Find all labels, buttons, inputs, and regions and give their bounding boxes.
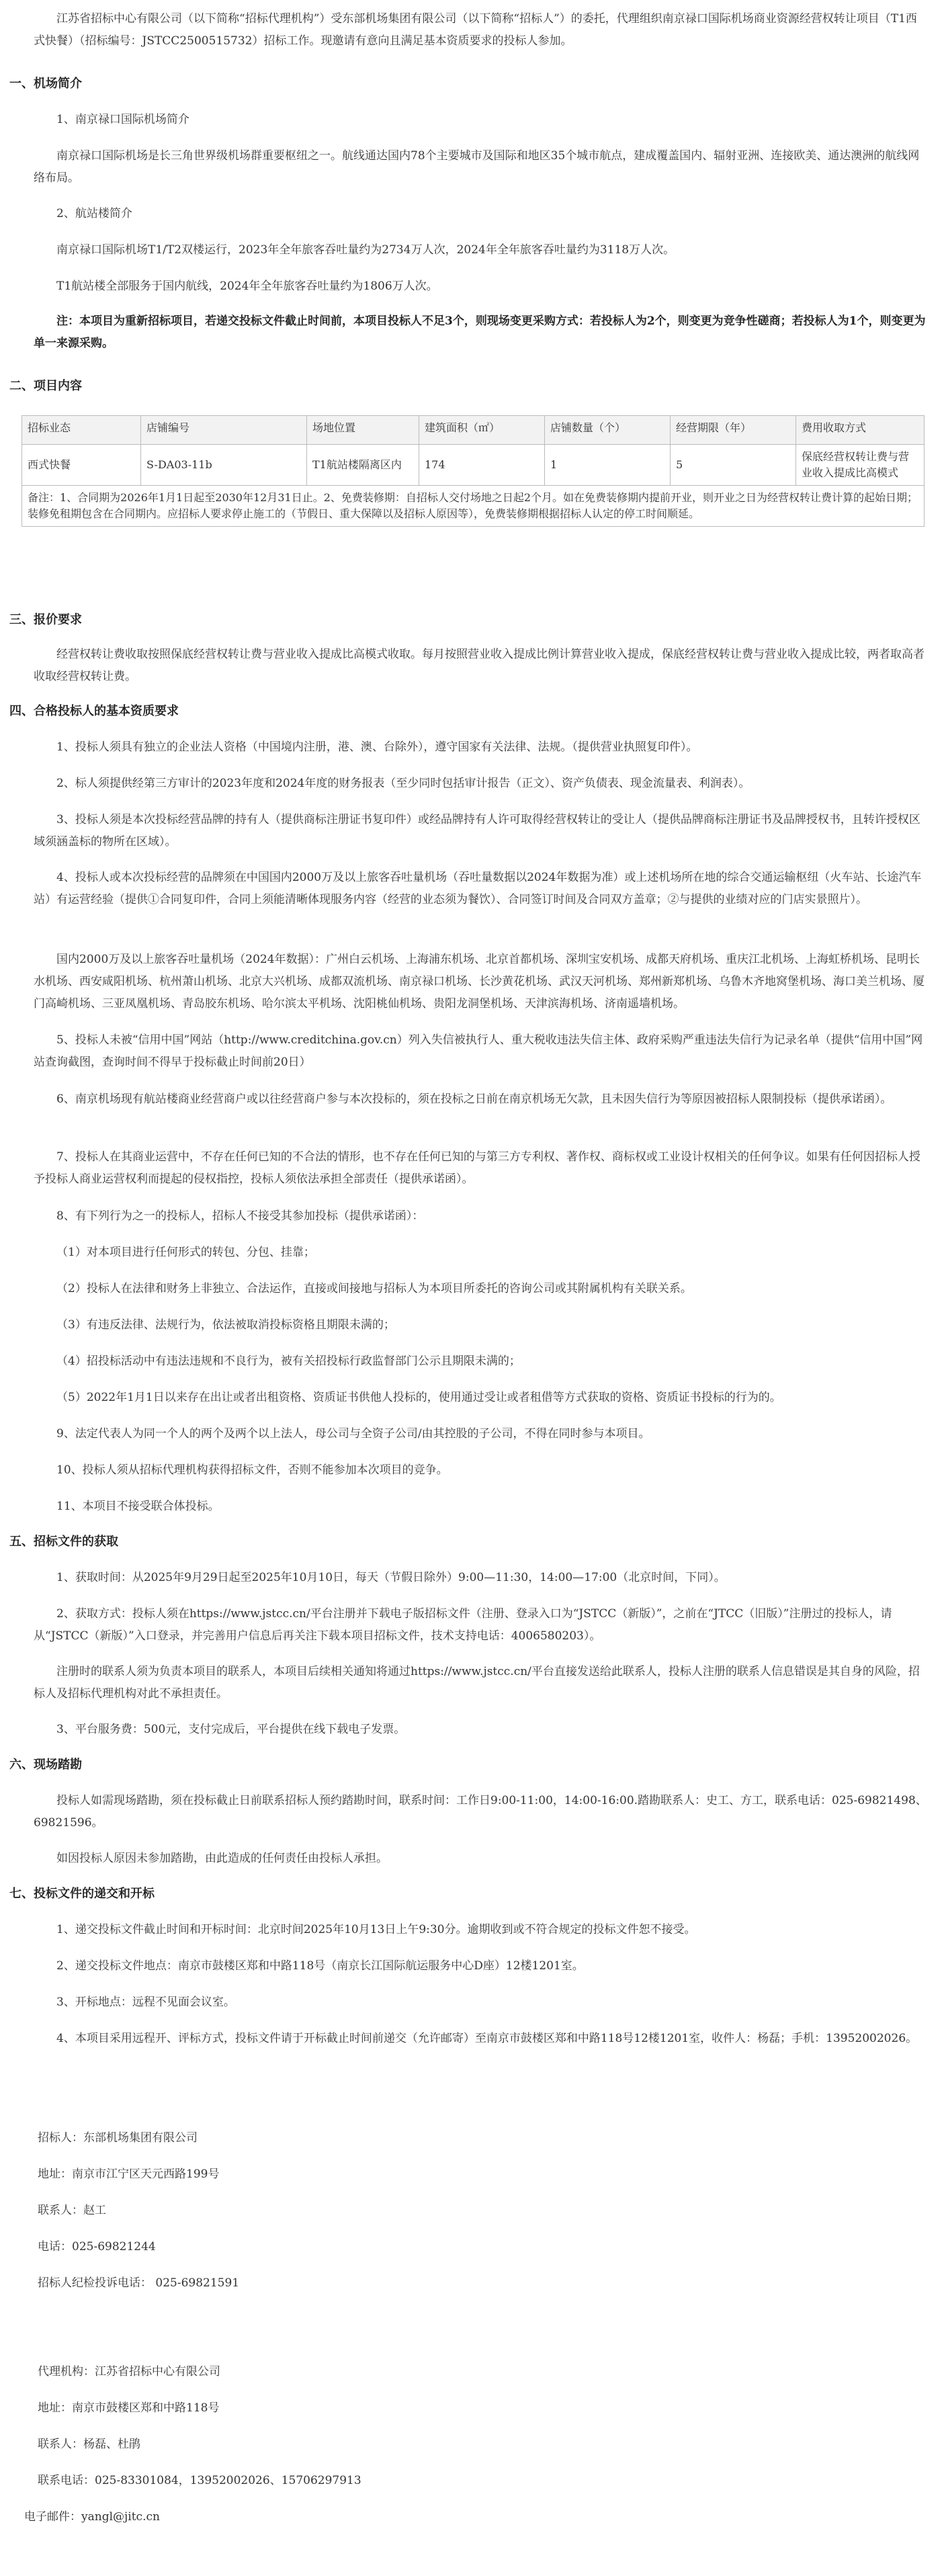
table-cell: S-DA03-11b xyxy=(141,445,307,486)
section-5-p4: 3、平台服务费：500元，支付完成后，平台提供在线下载电子发票。 xyxy=(56,1723,406,1736)
project-table xyxy=(22,415,925,527)
requirement-8-2: （2）投标人在法律和财务上非独立、合法运作，直接或间接地与招标人为本项目所委托的咨询公司或其附属机构有关联关系。 xyxy=(56,1282,692,1295)
intro-paragraph: 江苏省招标中心有限公司（以下简称“招标代理机构”）受东部机场集团有限公司（以下简称“招标人”）的委托，代理组织南京禄口国际机场商业资源经营权转让项目（T1西式快餐）（招标编号：JSTCC2500515732）招标工作。现邀请有意向且满足基本资质要求的投标人参加。 xyxy=(34,12,917,48)
table-remark: 备注：1、合同期为2026年1月1日起至2030年12月31日止。2、免费装修期：自招标人交付场地之日起2个月。如在免费装修期内提前开业，则开业之日为经营权转让费计算的起始日期；装修免租期包含在合同期内。应招标人要求停止施工的（节假日、重大保障以及招标人原因等），免费装修期根据招标人认定的停工时间顺延。 xyxy=(22,486,925,527)
section-1-p3: T1航站楼全部服务于国内航线，2024年全年旅客吞吐量约为1806万人次。 xyxy=(56,280,438,293)
agency-contact: 联系人：杨磊、杜鹃 xyxy=(38,2438,140,2451)
section-7-p2: 2、递交投标文件地点：南京市鼓楼区郑和中路118号（南京长江国际航运服务中心D座）12楼1201室。 xyxy=(56,1959,584,1973)
section-7-p4: 4、本项目采用远程开、评标方式，投标文件请于开标截止时间前递交（允许邮寄）至南京市鼓楼区郑和中路118号12楼1201室，收件人：杨磊；手机：13952002026。 xyxy=(56,2032,918,2045)
table-cell: 西式快餐 xyxy=(22,445,141,486)
requirement-6: 6、南京机场现有航站楼商业经营商户或以往经营商户参与本次投标的，须在投标之日前在南京机场无欠款，且未因失信行为等原因被招标人限制投标（提供承诺函）。 xyxy=(56,1092,892,1106)
section-6-p1: 投标人如需现场踏勘，须在投标截止日前联系招标人预约踏勘时间，联系时间：工作日9:00-11:00，14:00-16:00.踏勘联系人：史工、方工，联系电话：025-69821498、69821596。 xyxy=(34,1794,927,1830)
section-7-p3: 3、开标地点：远程不见面会议室。 xyxy=(56,1995,235,2009)
section-6-heading: 六、现场踏勘 xyxy=(9,1758,82,1772)
tenderer-phone: 电话：025-69821244 xyxy=(38,2240,156,2253)
requirement-9: 9、法定代表人为同一个人的两个及两个以上法人，母公司与全资子公司/由其控股的子公司，不得在同时参与本项目。 xyxy=(56,1427,650,1441)
tenderer-complaint-phone: 招标人纪检投诉电话： 025-69821591 xyxy=(38,2276,240,2290)
table-cell: T1航站楼隔离区内 xyxy=(307,445,419,486)
agency-email: 电子邮件：yangl@jitc.cn xyxy=(24,2510,160,2524)
section-1-heading: 一、机场简介 xyxy=(9,77,82,91)
section-1-sub1: 1、南京禄口国际机场简介 xyxy=(56,113,189,126)
requirement-4: 4、投标人或本次投标经营的品牌须在中国国内2000万及以上旅客吞吐量机场（吞吐量数据以2024年数据为准）或上述机场所在地的综合交通运输枢纽（火车站、长途汽车站）有运营经验（提供①合同复印件，合同上须能清晰体现服务内容（经营的业态须为餐饮）、合同签订时间及合同双方盖章；②与提供的业绩对应的门店实景照片）。 xyxy=(34,871,922,906)
requirement-10: 10、投标人须从招标代理机构获得招标文件，否则不能参加本次项目的竞争。 xyxy=(56,1463,448,1477)
section-7-heading: 七、投标文件的递交和开标 xyxy=(9,1887,155,1901)
table-remark-row xyxy=(22,486,925,527)
table-cell: 保底经营权转让费与营业收入提成比高模式 xyxy=(796,445,925,486)
section-4-heading: 四、合格投标人的基本资质要求 xyxy=(9,704,179,718)
requirement-8: 8、有下列行为之一的投标人，招标人不接受其参加投标（提供承诺函）： xyxy=(56,1209,424,1223)
agency-name: 代理机构：江苏省招标中心有限公司 xyxy=(38,2365,220,2378)
section-5-p3: 注册时的联系人须为负责本项目的联系人，本项目后续相关通知将通过https://www.jstcc.cn/平台直接发送给此联系人，投标人注册的联系人信息错误是其自身的风险，招标人及招标代理机构对此不承担责任。 xyxy=(34,1665,920,1701)
section-7-p1: 1、递交投标文件截止时间和开标时间：北京时间2025年10月13日上午9:30分。逾期收到或不符合规定的投标文件恕不接受。 xyxy=(56,1923,696,1936)
requirement-8-4: （4）招投标活动中有违法违规和不良行为，被有关招投标行政监督部门公示且期限未满的； xyxy=(56,1355,521,1368)
table-row xyxy=(22,445,925,486)
section-6-p2: 如因投标人原因未参加踏勘，由此造成的任何责任由投标人承担。 xyxy=(56,1852,388,1865)
table-cell: 1 xyxy=(545,445,671,486)
section-5-heading: 五、招标文件的获取 xyxy=(9,1535,118,1549)
requirement-8-5: （5）2022年1月1日以来存在出让或者出租资格、资质证书供他人投标的，使用通过受让或者租借等方式获取的资格、资质证书投标的行为的。 xyxy=(56,1391,781,1404)
requirement-2: 2、标人须提供经第三方审计的2023年度和2024年度的财务报表（至少同时包括审计报告（正文）、资产负债表、现金流量表、利润表）。 xyxy=(56,777,750,790)
section-3-p1: 经营权转让费收取按照保底经营权转让费与营业收入提成比高模式收取。每月按照营业收入提成比例计算营业收入提成，保底经营权转让费与营业收入提成比较，两者取高者收取经营权转让费。 xyxy=(34,648,925,683)
requirement-7: 7、投标人在其商业运营中，不存在任何已知的不合法的情形，也不存在任何已知的与第三方专利权、著作权、商标权或工业设计权相关的任何争议。如果有任何因招标人授予投标人商业运营权利而提起的侵权指控，投标人须依法承担全部责任（提供承诺函）。 xyxy=(34,1150,920,1186)
tenderer-address: 地址：南京市江宁区天元西路199号 xyxy=(38,2167,220,2181)
section-1-p1: 南京禄口国际机场是长三角世界级机场群重要枢纽之一。航线通达国内78个主要城市及国际和地区35个城市航点，建成覆盖国内、辐射亚洲、连接欧美、通达澳洲的航线网络布局。 xyxy=(34,149,920,185)
requirement-5: 5、投标人未被“信用中国”网站（http://www.creditchina.gov.cn）列入失信被执行人、重大税收违法失信主体、政府采购严重违法失信行为记录名单（提供“信用中国”网站查询截图，查询时间不得早于投标截止时间前20日） xyxy=(34,1033,923,1069)
requirement-3: 3、投标人须是本次投标经营品牌的持有人（提供商标注册证书复印件）或经品牌持有人许可取得经营权转让的受让人（提供品牌商标注册证书及品牌授权书，且转许授权区域须涵盖标的物所在区域）。 xyxy=(34,813,920,849)
section-1-note: 注：本项目为重新招标项目，若递交投标文件截止时间前，本项目投标人不足3个，则现场变更采购方式：若投标人为2个，则变更为竞争性磋商；若投标人为1个，则变更为单一来源采购。 xyxy=(34,314,926,350)
section-2-heading: 二、项目内容 xyxy=(9,379,82,393)
requirement-8-1: （1）对本项目进行任何形式的转包、分包、挂靠； xyxy=(56,1246,315,1259)
table-header-cell: 场地位置 xyxy=(307,416,419,445)
section-5-p1: 1、获取时间：从2025年9月29日起至2025年10月10日，每天（节假日除外）9:00—11:30，14:00—17:00（北京时间，下同）。 xyxy=(56,1571,726,1584)
section-5-p2: 2、获取方式：投标人须在https://www.jstcc.cn/平台注册并下载电子版招标文件（注册、登录入口为“JSTCC（新版）”，之前在“JTCC（旧版）”注册过的投标人，请从“JSTCC（新版）”入口登录，并完善用户信息后再关注下载本项目招标文件，技术支持电话：4006580203）。 xyxy=(34,1607,892,1643)
airport-list: 国内2000万及以上旅客吞吐量机场（2024年数据）：广州白云机场、上海浦东机场、北京首都机场、深圳宝安机场、成都天府机场、重庆江北机场、上海虹桥机场、昆明长水机场、西安咸阳机场、杭州萧山机场、北京大兴机场、成都双流机场、南京禄口机场、长沙黄花机场、武汉天河机场、郑州新郑机场、乌鲁木齐地窝堡机场、海口美兰机场、厦门高崎机场、三亚凤凰机场、青岛胶东机场、哈尔滨太平机场、沈阳桃仙机场、贵阳龙洞堡机场、天津滨海机场、济南遥墙机场。 xyxy=(34,953,925,1011)
table-header-cell: 店铺编号 xyxy=(141,416,307,445)
section-3-heading: 三、报价要求 xyxy=(9,613,82,627)
table-cell: 5 xyxy=(671,445,796,486)
requirement-1: 1、投标人须具有独立的企业法人资格（中国境内注册，港、澳、台除外），遵守国家有关法律、法规。（提供营业执照复印件）。 xyxy=(56,740,698,754)
requirement-11: 11、本项目不接受联合体投标。 xyxy=(56,1500,220,1513)
table-header-cell: 店铺数量（个） xyxy=(545,416,671,445)
table-header-cell: 费用收取方式 xyxy=(796,416,925,445)
tenderer-contact: 联系人：赵工 xyxy=(38,2204,106,2217)
section-1-p2: 南京禄口国际机场T1/T2双楼运行，2023年全年旅客吞吐量约为2734万人次，2024年全年旅客吞吐量约为3118万人次。 xyxy=(56,243,675,257)
table-header-row xyxy=(22,416,925,445)
table-header-cell: 建筑面积（㎡） xyxy=(419,416,545,445)
table-header-cell: 招标业态 xyxy=(22,416,141,445)
tenderer-name: 招标人：东部机场集团有限公司 xyxy=(38,2131,198,2145)
table-header-cell: 经营期限（年） xyxy=(671,416,796,445)
requirement-8-3: （3）有违反法律、法规行为，依法被取消投标资格且期限未满的； xyxy=(56,1318,395,1332)
table-cell: 174 xyxy=(419,445,545,486)
section-1-sub2: 2、航站楼简介 xyxy=(56,207,132,220)
agency-address: 地址：南京市鼓楼区郑和中路118号 xyxy=(38,2401,220,2415)
agency-phone: 联系电话：025-83301084，13952002026、15706297913 xyxy=(38,2474,361,2487)
